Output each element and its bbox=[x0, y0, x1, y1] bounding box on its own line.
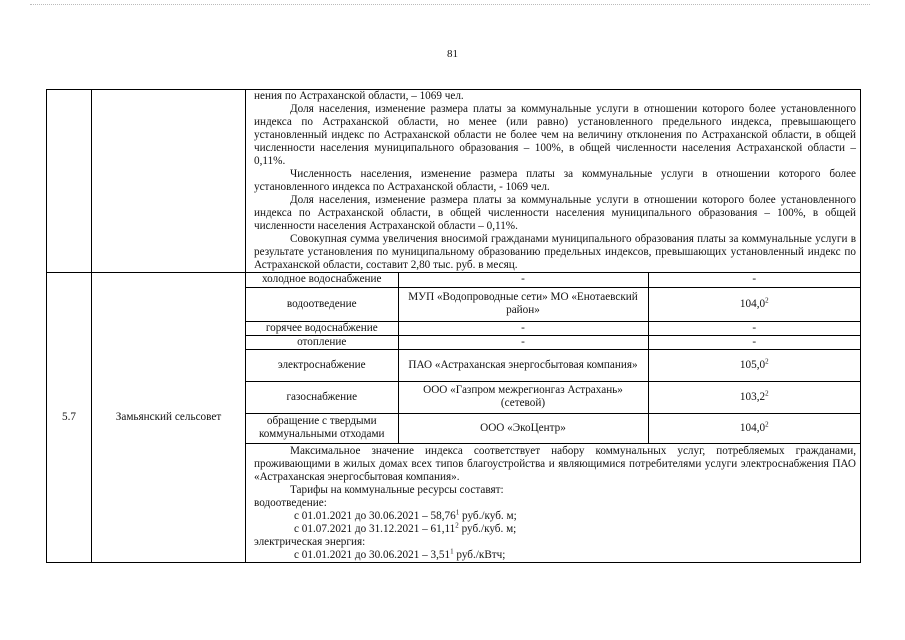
service-provider: ООО «ЭкоЦентр» bbox=[398, 413, 648, 443]
footnote-mark: 2 bbox=[765, 388, 769, 397]
footnote-mark: 1 bbox=[455, 507, 460, 516]
service-provider: ПАО «Астраханская энергосбытовая компания» bbox=[398, 349, 648, 381]
row-number-cell bbox=[47, 90, 92, 273]
service-provider: - bbox=[398, 321, 648, 335]
service-index-value bbox=[648, 381, 860, 413]
index-value: 105,0 bbox=[739, 358, 766, 371]
summary-block bbox=[246, 444, 860, 562]
service-row bbox=[246, 273, 860, 287]
tariff-unit: руб./куб. м; bbox=[459, 509, 517, 522]
service-row bbox=[246, 413, 860, 443]
service-provider: МУП «Водопроводные сети» МО «Енотаевский район» bbox=[398, 287, 648, 321]
services-table bbox=[246, 273, 860, 444]
row-name-cell bbox=[92, 90, 246, 273]
paragraph: Доля населения, изменение размера платы за коммунальные услуги в отношении которого более установленного индекса по Астраханской области, в общей численности населения муниципального образования – 100%, в общей численности населения Астраханской области – 0,11%. bbox=[254, 194, 856, 232]
water-tariff-lines bbox=[254, 507, 856, 536]
service-provider: ООО «Газпром межрегионгаз Астрахань» (сетевой) bbox=[398, 381, 648, 413]
services-cell bbox=[246, 273, 861, 563]
electric-heading: электрическая энергия: bbox=[254, 535, 366, 548]
summary-paragraph: Максимальное значение индекса соответствует набору коммунальных услуг, потребляемых гражданами, проживающими в жилых домах всех типов благоустройства и являющимися потребителями услуги электроснабжения ПАО «Астраханская энергосбытовая компания». bbox=[254, 444, 856, 483]
paragraph: Совокупная сумма увеличения вносимой гражданами муниципального образования платы за коммунальные услуги в результате установления по муниципальному образованию предельных индексов, превышающих установленный индекс по Астраханской области, составит 2,80 тыс. руб. в месяц. bbox=[254, 233, 856, 271]
table-row-previous bbox=[47, 90, 861, 273]
service-name: отопление bbox=[246, 335, 398, 349]
previous-paragraphs bbox=[246, 90, 860, 272]
tariff-line bbox=[254, 507, 856, 523]
service-row bbox=[246, 349, 860, 381]
tariff-period-value: с 01.01.2021 до 30.06.2021 – 3,51 bbox=[294, 548, 451, 561]
index-value: - bbox=[752, 273, 757, 286]
table-row-5-7 bbox=[47, 273, 861, 563]
footnote-mark: 2 bbox=[765, 419, 769, 428]
tariff-line bbox=[254, 520, 856, 536]
document-table bbox=[46, 89, 861, 563]
footnote-mark: 2 bbox=[765, 295, 769, 304]
service-name: холодное водоснабжение bbox=[246, 273, 398, 287]
service-row bbox=[246, 321, 860, 335]
paragraph: Численность населения, изменение размера платы за коммунальные услуги в отношении которого более установленного индекса по Астраханской области, - 1069 чел. bbox=[254, 168, 856, 193]
paragraph: нения по Астраханской области, – 1069 чел. bbox=[254, 90, 464, 102]
service-index-value bbox=[648, 273, 860, 287]
service-name: электроснабжение bbox=[246, 349, 398, 381]
index-value: - bbox=[752, 321, 757, 334]
row-number: 5.7 bbox=[47, 273, 92, 563]
footnote-mark: 1 bbox=[450, 546, 454, 555]
previous-text-cell bbox=[246, 90, 861, 273]
service-row bbox=[246, 335, 860, 349]
tariff-period-value: с 01.01.2021 до 30.06.2021 – 58,76 bbox=[294, 509, 456, 522]
municipality-name: Замьянский сельсовет bbox=[92, 273, 246, 563]
service-provider: - bbox=[398, 273, 648, 287]
service-row bbox=[246, 287, 860, 321]
index-value: 104,0 bbox=[739, 297, 766, 310]
service-row bbox=[246, 381, 860, 413]
service-name: обращение с твердыми коммунальными отходами bbox=[246, 413, 398, 443]
index-value: 103,2 bbox=[739, 390, 766, 403]
service-index-value bbox=[648, 349, 860, 381]
tariff-line bbox=[254, 546, 856, 562]
service-provider: - bbox=[398, 335, 648, 349]
index-value: - bbox=[752, 335, 757, 348]
footnote-mark: 2 bbox=[765, 356, 769, 365]
service-index-value bbox=[648, 321, 860, 335]
paragraph: Доля населения, изменение размера платы за коммунальные услуги в отношении которого более установленного индекса по Астраханской области, но менее (или равно) установленного предельного индекса, превышающего установленный индекс по Астраханской области не более чем на величину отклонения по Астраханской области, в общей численности населения муниципального образования – 100%, в общей численности населения Астраханской области – 0,11%. bbox=[254, 103, 856, 167]
service-index-value bbox=[648, 335, 860, 349]
water-heading: водоотведение: bbox=[254, 496, 327, 509]
service-name: горячее водоснабжение bbox=[246, 321, 398, 335]
tariff-period-value: с 01.07.2021 до 31.12.2021 – 61,11 bbox=[294, 522, 456, 535]
service-name: водоотведение bbox=[246, 287, 398, 321]
service-name: газоснабжение bbox=[246, 381, 398, 413]
index-value: 104,0 bbox=[739, 421, 766, 434]
page-number: 81 bbox=[447, 48, 458, 60]
service-index-value bbox=[648, 287, 860, 321]
tariffs-intro: Тарифы на коммунальные ресурсы составят: bbox=[290, 483, 504, 496]
tariff-unit: руб./куб. м; bbox=[458, 522, 517, 535]
scan-top-edge bbox=[30, 4, 870, 5]
tariff-unit: руб./кВтч; bbox=[453, 548, 506, 561]
service-index-value bbox=[648, 413, 860, 443]
footnote-mark: 2 bbox=[455, 520, 459, 529]
electric-tariff-lines bbox=[254, 546, 856, 562]
